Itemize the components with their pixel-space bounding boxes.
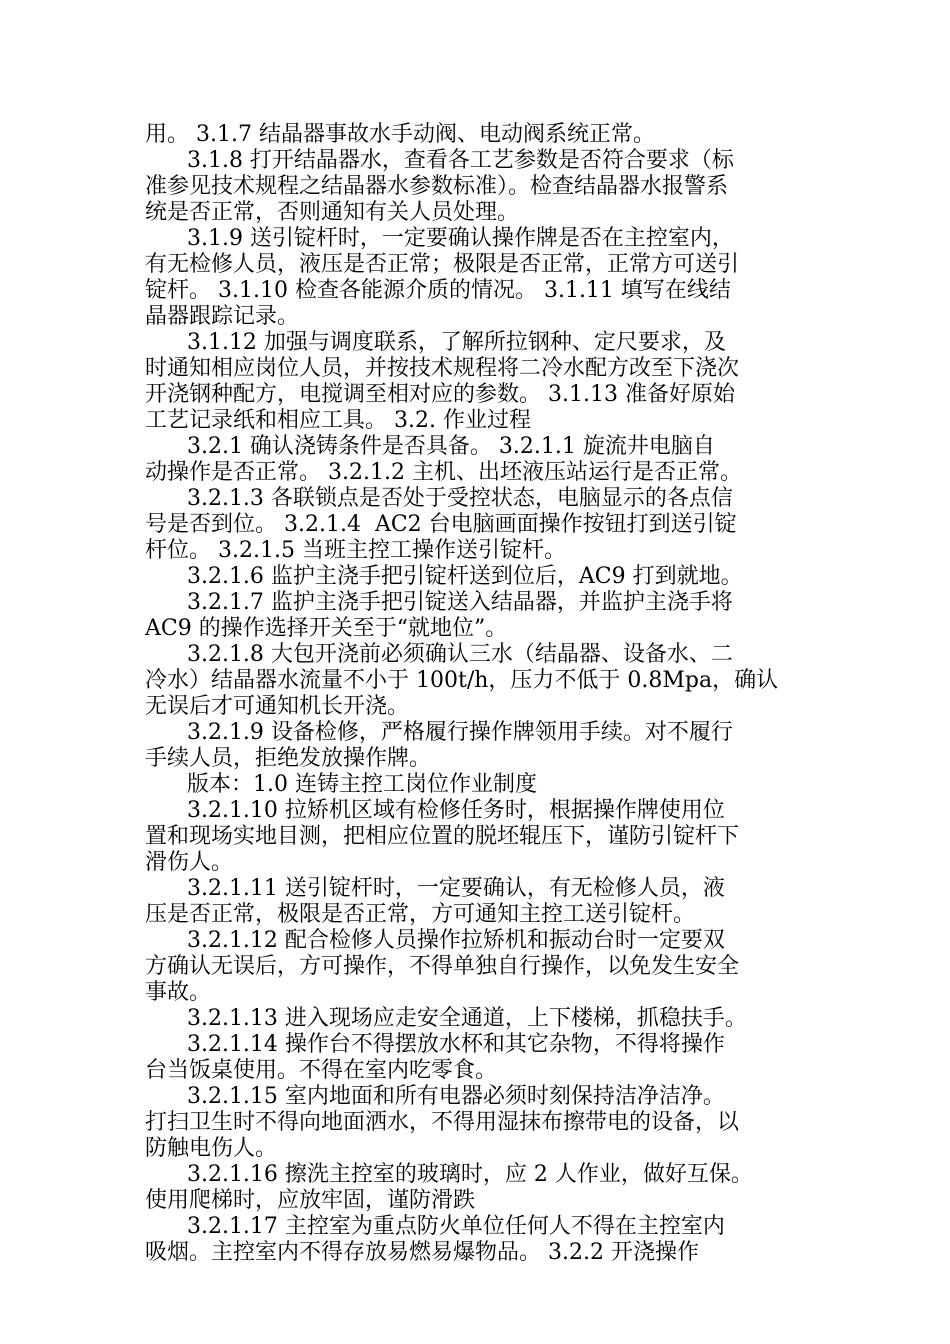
text-line: 3.2.1.15 室内地面和所有电器必须时刻保持洁净洁净。 [145, 1084, 725, 1109]
text-line: 杆位。 3.2.1.5 当班主控工操作送引锭杆。 [145, 538, 566, 563]
text-line: 3.2.1.6 监护主浇手把引锭杆送到位后，AC9 打到就地。 [145, 564, 743, 589]
text-line: 3.2.1.8 大包开浇前必须确认三水（结晶器、设备水、二 [145, 642, 733, 667]
text-line: 3.2.1.11 送引锭杆时，一定要确认，有无检修人员，液 [145, 876, 725, 901]
text-line: 3.1.12 加强与调度联系，了解所拉钢种、定尺要求，及 [145, 330, 726, 355]
text-line: 3.2.1 确认浇铸条件是否具备。 3.2.1.1 旋流井电脑自 [145, 434, 715, 459]
text-line: 3.2.1.17 主控室为重点防火单位任何人不得在主控室内 [145, 1214, 725, 1239]
text-line: 滑伤人。 [145, 850, 234, 875]
text-line: 台当饭桌使用。不得在室内吃零食。 [145, 1058, 498, 1083]
text-line: 3.1.8 打开结晶器水，查看各工艺参数是否符合要求（标 [145, 148, 734, 173]
text-line: 3.2.1.7 监护主浇手把引锭送入结晶器，并监护主浇手将 [145, 590, 733, 615]
text-line: 3.2.1.3 各联锁点是否处于受控状态，电脑显示的各点信 [145, 486, 733, 511]
text-line: 无误后才可通知机长开浇。 [145, 694, 410, 719]
text-line: 3.2.1.9 设备检修，严格履行操作牌领用手续。对不履行 [145, 720, 733, 745]
text-line: 防触电伤人。 [145, 1136, 278, 1161]
text-line: 准参见技术规程之结晶器水参数标准）。检查结晶器水报警系 [145, 174, 729, 199]
text-line: 时通知相应岗位人员，并按技术规程将二冷水配方改至下浇次 [145, 356, 740, 381]
text-line: 事故。 [145, 980, 212, 1005]
text-line: 开浇钢种配方，电搅调至相对应的参数。 3.1.13 准备好原始 [145, 382, 735, 407]
text-line: 工艺记录纸和相应工具。 3.2. 作业过程 [145, 408, 531, 433]
text-line: 3.2.1.13 进入现场应走安全通道，上下楼梯，抓稳扶手。 [145, 1006, 747, 1031]
text-line: 打扫卫生时不得向地面洒水，不得用湿抹布擦带电的设备，以 [145, 1110, 740, 1135]
text-line: 3.1.9 送引锭杆时，一定要确认操作牌是否在主控室内， [145, 226, 734, 251]
text-line: 置和现场实地目测，把相应位置的脱坯辊压下，谨防引锭杆下 [145, 824, 740, 849]
text-line: 用。 3.1.7 结晶器事故水手动阀、电动阀系统正常。 [145, 122, 655, 147]
text-line: 动操作是否正常。 3.2.1.2 主机、出坯液压站运行是否正常。 [145, 460, 742, 485]
document-body [145, 122, 817, 1266]
text-line: 压是否正常，极限是否正常，方可通知主控工送引锭杆。 [145, 902, 696, 927]
text-line: 统是否正常，否则通知有关人员处理。 [145, 200, 520, 225]
text-line: 号是否到位。 3.2.1.4 AC2 台电脑画面操作按钮打到送引锭 [145, 512, 737, 537]
text-line: 有无检修人员，液压是否正常；极限是否正常，正常方可送引 [145, 252, 740, 277]
text-line: 冷水）结晶器水流量不小于 100t/h，压力不低于 0.8Mpa，确认 [145, 668, 779, 693]
text-line: 3.2.1.14 操作台不得摆放水杯和其它杂物，不得将操作 [145, 1032, 725, 1057]
text-line: 手续人员，拒绝发放操作牌。 [145, 746, 432, 771]
text-line: 锭杆。 3.1.10 检查各能源介质的情况。 3.1.11 填写在线结 [145, 278, 731, 303]
text-line: 吸烟。主控室内不得存放易燃易爆物品。 3.2.2 开浇操作 [145, 1240, 699, 1265]
text-line: 晶器跟踪记录。 [145, 304, 300, 329]
text-line: AC9 的操作选择开关至于“就地位”。 [145, 616, 508, 641]
text-line: 使用爬梯时，应放牢固，谨防滑跌 [145, 1188, 476, 1213]
text-line: 3.2.1.16 擦洗主控室的玻璃时，应 2 人作业，做好互保。 [145, 1162, 753, 1187]
section-header-line: 版本：1.0 连铸主控工岗位作业制度 [145, 772, 537, 797]
text-line: 3.2.1.10 拉矫机区域有检修任务时，根据操作牌使用位 [145, 798, 725, 823]
text-line: 3.2.1.12 配合检修人员操作拉矫机和振动台时一定要双 [145, 928, 725, 953]
text-line: 方确认无误后，方可操作，不得单独自行操作，以免发生安全 [145, 954, 740, 979]
